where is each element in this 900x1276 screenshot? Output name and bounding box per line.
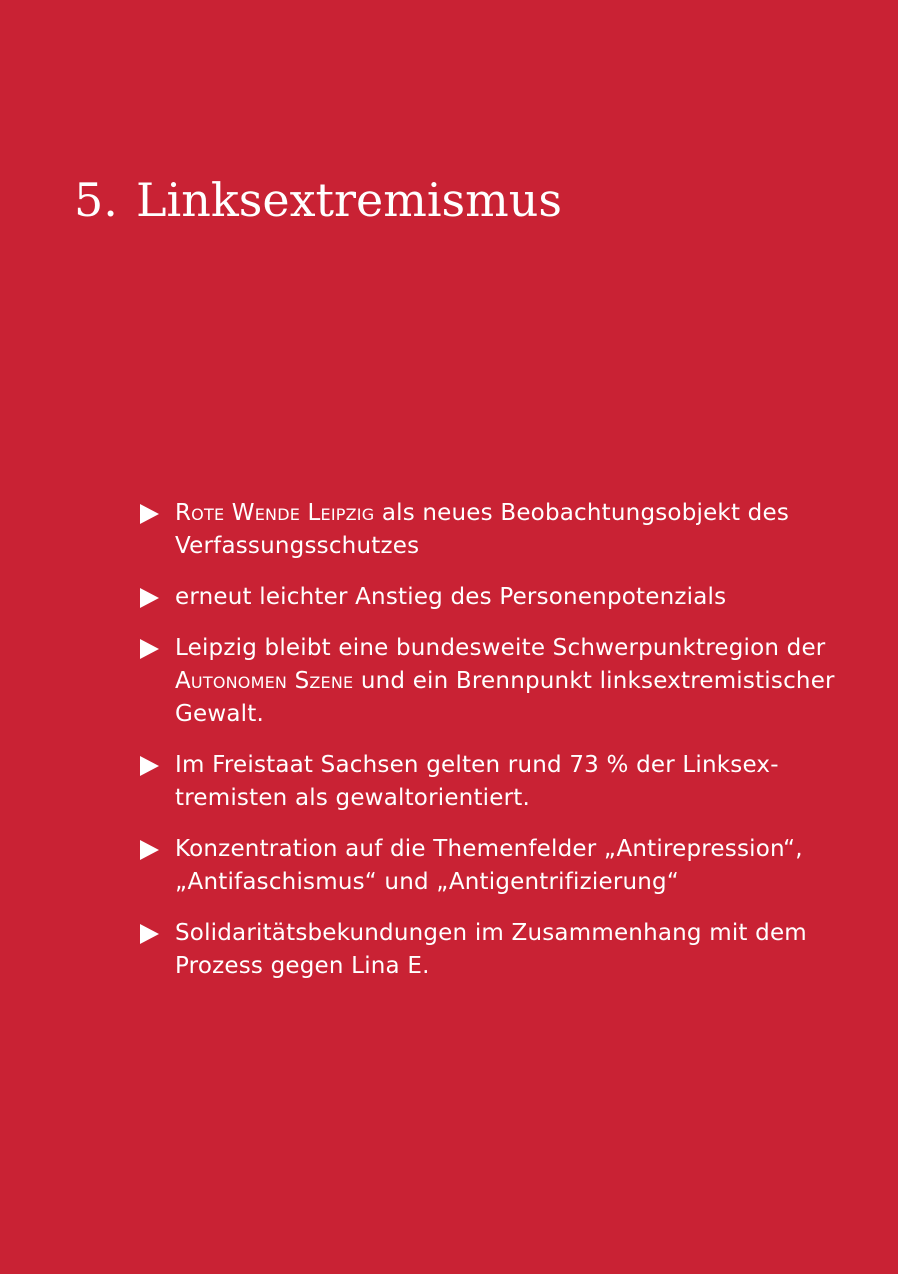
list-item (140, 833, 840, 899)
triangle-right-icon (140, 924, 159, 944)
bullet-text: als neues Beobachtungsobjekt des Verfassungsschutzes (175, 500, 790, 559)
triangle-right-icon (140, 639, 159, 659)
triangle-right-icon (140, 756, 159, 776)
list-item (140, 917, 840, 983)
scene-name: Autonomen Szene (175, 668, 354, 694)
chapter-title (74, 168, 562, 232)
bullet-text: Konzentration auf die Themenfelder „Antirepression“, „Antifaschismus“ und „Antigentrifizierung“ (175, 836, 803, 895)
list-item (140, 632, 840, 731)
bullet-text-pre: Leipzig bleibt eine bundesweite Schwerpunktregion der (175, 635, 826, 661)
triangle-right-icon (140, 588, 159, 608)
chapter-title-text: Linksextremismus (136, 173, 563, 227)
organization-name: Rote Wende Leipzig (175, 500, 375, 526)
bullet-text: Solidaritätsbekundungen im Zusammenhang mit dem Prozess gegen Lina E. (175, 920, 807, 979)
list-item (140, 497, 840, 563)
chapter-number: 5. (74, 173, 118, 227)
bullet-text: Im Freistaat Sachsen gelten rund 73 % der Linksextremisten als gewaltorientiert. (175, 752, 779, 811)
bullet-text-post: und ein Brennpunkt linksextremistischer Gewalt. (175, 668, 835, 727)
bullet-list (140, 497, 840, 1001)
list-item (140, 749, 840, 815)
triangle-right-icon (140, 504, 159, 524)
triangle-right-icon (140, 840, 159, 860)
list-item (140, 581, 840, 614)
bullet-text: erneut leichter Anstieg des Personenpotenzials (175, 584, 727, 610)
